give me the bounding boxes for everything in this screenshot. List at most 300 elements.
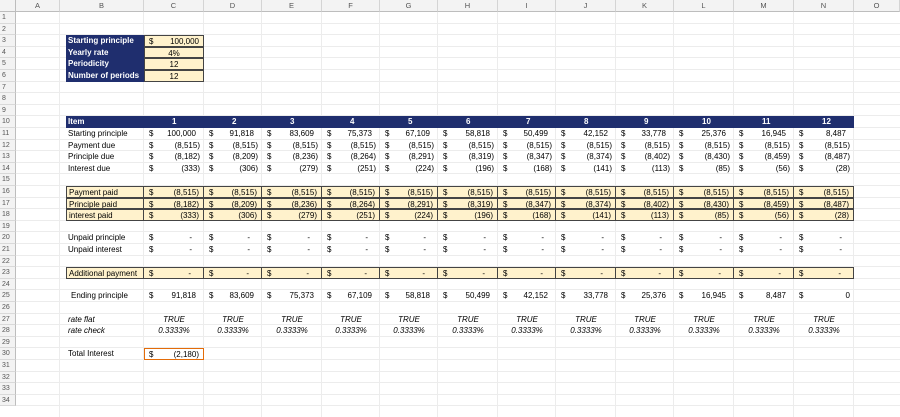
value-cell[interactable] [734,267,794,279]
row-header[interactable]: 4 [0,47,16,59]
value-cell[interactable] [438,140,498,152]
value-cell[interactable] [144,232,204,244]
check-cell[interactable]: TRUE [457,314,479,324]
currency-symbol: $ [327,291,332,301]
value-cell[interactable] [674,244,734,256]
value-cell[interactable] [380,209,438,221]
currency-symbol: $ [679,233,684,243]
value-cell[interactable] [144,267,204,279]
cell-value: (8,515) [526,140,552,150]
value-cell[interactable] [144,151,204,163]
value-cell[interactable] [674,209,734,221]
value-cell[interactable] [322,244,380,256]
value-cell[interactable] [616,209,674,221]
row-header[interactable]: 26 [0,302,16,314]
value-cell[interactable] [674,186,734,198]
currency-symbol: $ [739,233,744,243]
row-label: Starting principle [68,129,128,138]
cell-value: (8,515) [292,140,318,150]
value-cell[interactable] [204,290,262,302]
value-cell[interactable] [380,267,438,279]
value-cell[interactable] [556,186,616,198]
value-cell[interactable] [204,140,262,152]
currency-symbol: $ [149,269,154,279]
total-interest-value: (2,180) [173,350,199,360]
column-header[interactable]: O [854,0,900,12]
value-cell[interactable] [616,128,674,140]
value-cell[interactable] [616,163,674,175]
value-cell[interactable] [322,232,380,244]
input-cell[interactable]: 12 [144,70,204,82]
value-cell[interactable] [204,198,262,210]
cell-value: (306) [239,163,258,173]
value-cell[interactable] [734,151,794,163]
currency-symbol: $ [443,269,448,279]
cell-value: - [778,269,781,279]
value-cell[interactable] [674,290,734,302]
currency-symbol: $ [621,291,626,301]
value-cell[interactable] [438,186,498,198]
value-cell[interactable] [616,232,674,244]
cell-value: (8,374) [586,152,612,162]
value-cell[interactable] [616,244,674,256]
cell-value: 42,152 [523,291,548,301]
value-cell[interactable] [262,267,322,279]
value-cell[interactable] [262,163,322,175]
cell-value: (8,515) [525,188,551,197]
column-header[interactable]: F [322,0,380,12]
value-cell[interactable] [438,244,498,256]
column-header[interactable]: I [498,0,556,12]
value-cell[interactable] [322,163,380,175]
value-cell[interactable] [616,198,674,210]
column-header[interactable]: N [794,0,854,12]
row-header[interactable]: 16 [0,186,16,198]
value-cell[interactable] [674,151,734,163]
currency-symbol: $ [327,245,332,254]
check-cell[interactable]: 0.3333% [629,326,661,336]
cell-value: 25,376 [701,129,726,138]
value-cell[interactable] [794,198,854,210]
value-cell[interactable] [734,244,794,256]
value-cell[interactable] [438,290,498,302]
value-cell[interactable] [556,232,616,244]
column-header[interactable]: M [734,0,794,12]
check-label: rate flat [68,314,95,324]
value-cell[interactable] [616,290,674,302]
cell-value: (8,515) [231,188,257,197]
cell-value: 58,818 [465,129,490,138]
cell-value: - [719,245,722,254]
currency-symbol: $ [267,199,272,209]
value-cell[interactable] [556,209,616,221]
value-cell[interactable] [144,290,204,302]
currency-symbol: $ [621,152,626,162]
row-header[interactable]: 15 [0,174,16,186]
value-cell[interactable] [144,163,204,175]
value-cell[interactable] [262,209,322,221]
value-cell[interactable] [322,186,380,198]
value-cell[interactable] [262,151,322,163]
row-header[interactable]: 23 [0,267,16,279]
value-cell[interactable] [674,267,734,279]
check-cell[interactable]: 0.3333% [452,326,484,336]
value-cell[interactable] [674,198,734,210]
row-header[interactable]: 7 [0,82,16,94]
column-header[interactable]: J [556,0,616,12]
value-cell[interactable] [438,209,498,221]
cell-value: (8,515) [586,140,612,150]
row-header[interactable]: 12 [0,140,16,152]
value-cell[interactable] [262,128,322,140]
value-cell[interactable] [556,198,616,210]
currency-symbol: $ [385,152,390,162]
value-cell[interactable] [204,209,262,221]
value-cell[interactable] [498,290,556,302]
value-cell[interactable] [380,244,438,256]
currency-symbol: $ [209,163,214,173]
value-cell[interactable] [438,198,498,210]
check-cell[interactable]: TRUE [222,314,244,324]
value-cell[interactable] [144,140,204,152]
value-cell[interactable] [498,186,556,198]
cell-value: 67,109 [405,129,430,138]
cell-value: - [659,245,662,254]
value-cell[interactable] [204,244,262,256]
value-cell[interactable] [204,128,262,140]
value-cell[interactable] [204,267,262,279]
value-cell[interactable] [556,128,616,140]
cell-value: 0 [845,291,850,301]
check-cell[interactable]: 0.3333% [393,326,425,336]
row-header[interactable]: 3 [0,35,16,47]
input-cell[interactable]: 4% [144,47,204,59]
value-cell[interactable] [322,140,380,152]
currency-symbol: $ [561,269,566,279]
row-label: Unpaid interest [68,245,122,254]
cell-value: (279) [298,211,317,221]
currency-symbol: $ [443,129,448,138]
value-cell[interactable] [380,128,438,140]
value-cell[interactable] [794,140,854,152]
check-cell[interactable]: 0.3333% [511,326,543,336]
row-header[interactable]: 1 [0,12,16,24]
currency-symbol: $ [385,245,390,254]
currency-symbol: $ [739,163,744,173]
value-cell[interactable] [734,290,794,302]
currency-symbol: $ [799,233,804,243]
currency-symbol: $ [443,211,448,221]
check-cell[interactable]: 0.3333% [748,326,780,336]
value-cell[interactable] [438,128,498,140]
value-cell[interactable] [734,128,794,140]
cell-value: - [423,233,426,243]
row-header[interactable]: 5 [0,58,16,70]
row-header[interactable]: 19 [0,221,16,233]
check-cell[interactable]: 0.3333% [808,326,840,336]
period-header: 4 [322,116,380,128]
currency-symbol: $ [267,245,272,254]
currency-symbol: $ [799,129,804,138]
value-cell[interactable] [380,151,438,163]
cell-value: - [189,233,192,243]
cell-value: (333) [181,163,200,173]
currency-symbol: $ [679,199,684,209]
value-cell[interactable] [380,140,438,152]
cell-value: (56) [775,163,790,173]
row-header[interactable]: 9 [0,105,16,117]
currency-symbol: $ [621,140,626,150]
value-cell[interactable] [498,232,556,244]
value-cell[interactable] [380,198,438,210]
check-cell[interactable]: TRUE [398,314,420,324]
cell-value: (113) [650,211,669,221]
value-cell[interactable] [380,290,438,302]
check-cell[interactable]: TRUE [813,314,835,324]
value-cell[interactable] [734,163,794,175]
cell-value: (8,402) [644,152,670,162]
check-cell[interactable]: TRUE [575,314,597,324]
value-cell[interactable] [498,209,556,221]
check-cell[interactable]: TRUE [634,314,656,324]
value-cell[interactable] [794,163,854,175]
row-header[interactable]: 27 [0,314,16,326]
row-header[interactable]: 6 [0,70,16,82]
value-cell[interactable] [322,151,380,163]
value-cell[interactable] [380,232,438,244]
column-header[interactable]: E [262,0,322,12]
value-cell[interactable] [556,151,616,163]
value-cell[interactable] [204,232,262,244]
value-cell[interactable] [556,244,616,256]
check-cell[interactable]: 0.3333% [276,326,308,336]
value-cell[interactable] [498,151,556,163]
column-header[interactable]: A [16,0,60,12]
row-header[interactable]: 11 [0,128,16,140]
value-cell[interactable] [794,244,854,256]
value-cell[interactable] [674,140,734,152]
value-cell[interactable] [674,128,734,140]
input-label: Yearly rate [66,47,144,59]
row-header[interactable]: 32 [0,372,16,384]
currency-symbol: $ [679,152,684,162]
value-cell[interactable] [144,244,204,256]
row-header[interactable]: 25 [0,290,16,302]
cell-value: (251) [357,163,376,173]
value-cell[interactable] [734,140,794,152]
row-header[interactable]: 33 [0,383,16,395]
value-cell[interactable] [734,186,794,198]
currency-symbol: $ [503,233,508,243]
value-cell[interactable] [794,232,854,244]
value-cell[interactable] [380,186,438,198]
currency-symbol: $ [799,291,804,301]
currency-symbol: $ [209,129,214,138]
cell-value: (8,430) [703,199,729,209]
value-cell[interactable] [616,151,674,163]
value-cell[interactable] [498,267,556,279]
value-cell[interactable] [262,290,322,302]
value-cell[interactable] [794,267,854,279]
currency-symbol: $ [385,291,390,301]
input-cell[interactable] [144,35,204,47]
row-header[interactable]: 8 [0,93,16,105]
value-cell[interactable] [734,198,794,210]
value-cell[interactable] [322,198,380,210]
cell-value: (8,236) [292,152,318,162]
check-cell[interactable]: 0.3333% [217,326,249,336]
value-cell[interactable] [674,163,734,175]
value-cell[interactable] [262,198,322,210]
row-header[interactable]: 18 [0,209,16,221]
value-cell[interactable] [438,232,498,244]
cell-value: - [482,269,485,279]
currency-symbol: $ [739,199,744,209]
value-cell[interactable] [616,140,674,152]
value-cell[interactable] [556,163,616,175]
value-cell[interactable] [616,267,674,279]
currency-symbol: $ [503,188,508,197]
currency-symbol: $ [799,245,804,254]
value-cell[interactable] [734,209,794,221]
value-cell[interactable] [794,151,854,163]
row-header[interactable]: 22 [0,256,16,268]
value-cell[interactable] [322,267,380,279]
check-cell[interactable]: TRUE [163,314,185,324]
value-cell[interactable] [794,128,854,140]
value-cell[interactable] [144,198,204,210]
value-cell[interactable] [144,209,204,221]
column-header[interactable]: L [674,0,734,12]
row-header[interactable]: 2 [0,24,16,36]
value-cell[interactable] [498,140,556,152]
currency-symbol: $ [149,140,154,150]
row-header[interactable]: 17 [0,198,16,210]
value-cell[interactable] [262,244,322,256]
value-cell[interactable] [556,267,616,279]
cell-value: 83,609 [289,129,314,138]
value-cell[interactable] [322,290,380,302]
cell-value: 75,373 [289,291,314,301]
cell-value: 91,818 [171,291,196,301]
value-cell[interactable] [794,290,854,302]
currency-symbol: $ [621,163,626,173]
row-header[interactable]: 29 [0,337,16,349]
value-cell[interactable] [794,186,854,198]
check-cell[interactable]: TRUE [516,314,538,324]
cell-value: (8,515) [585,188,611,197]
cell-value: 75,373 [347,129,372,138]
input-cell[interactable]: 12 [144,58,204,70]
currency-symbol: $ [385,233,390,243]
cell-value: (8,347) [525,199,551,209]
select-all-corner[interactable] [0,0,16,12]
column-header[interactable]: B [60,0,144,12]
currency-symbol: $ [385,129,390,138]
row-header[interactable]: 34 [0,395,16,407]
value-cell[interactable] [322,209,380,221]
row-header[interactable]: 14 [0,163,16,175]
check-cell[interactable]: TRUE [281,314,303,324]
currency-symbol: $ [503,163,508,173]
value-cell[interactable] [204,163,262,175]
value-cell[interactable] [556,140,616,152]
value-cell[interactable] [498,128,556,140]
column-header[interactable]: G [380,0,438,12]
value-cell[interactable] [674,232,734,244]
value-cell[interactable] [204,151,262,163]
column-header[interactable]: K [616,0,674,12]
check-cell[interactable]: TRUE [753,314,775,324]
cell-value: (8,182) [174,152,200,162]
currency-symbol: $ [209,188,214,197]
check-cell[interactable]: 0.3333% [688,326,720,336]
row-header[interactable]: 30 [0,348,16,360]
row-header[interactable]: 28 [0,325,16,337]
input-label: Starting principle [66,35,144,47]
row-header[interactable]: 13 [0,151,16,163]
value-cell[interactable] [438,163,498,175]
value-cell[interactable] [380,163,438,175]
row-header[interactable]: 20 [0,232,16,244]
cell-value: (8,515) [291,188,317,197]
column-header[interactable]: C [144,0,204,12]
cell-value: - [719,233,722,243]
row-header[interactable]: 10 [0,116,16,128]
row-header[interactable]: 21 [0,244,16,256]
currency-symbol: $ [327,211,332,221]
currency-symbol: $ [679,140,684,150]
value-cell[interactable] [734,232,794,244]
column-header[interactable]: D [204,0,262,12]
currency-symbol: $ [327,233,332,243]
cell-value: - [188,269,191,279]
value-cell[interactable] [322,128,380,140]
value-cell[interactable] [498,198,556,210]
value-cell[interactable] [498,163,556,175]
value-cell[interactable] [616,186,674,198]
value-cell[interactable] [498,244,556,256]
value-cell[interactable] [556,290,616,302]
value-cell[interactable] [204,186,262,198]
total-interest-cell[interactable] [144,348,204,360]
value-cell[interactable] [144,128,204,140]
row-gridline [16,405,900,406]
period-header: 7 [498,116,556,128]
row-header[interactable]: 31 [0,360,16,372]
value-cell[interactable] [438,151,498,163]
row-header[interactable]: 24 [0,279,16,291]
value-cell[interactable] [262,186,322,198]
check-cell[interactable]: 0.3333% [158,326,190,336]
currency-symbol: $ [679,245,684,254]
check-cell[interactable]: TRUE [340,314,362,324]
cell-value: 42,152 [583,129,608,138]
value-cell[interactable] [438,267,498,279]
value-cell[interactable] [794,209,854,221]
value-cell[interactable] [262,232,322,244]
value-cell[interactable] [262,140,322,152]
currency-symbol: $ [327,188,332,197]
currency-symbol: $ [149,188,154,197]
cell-value: - [307,233,310,243]
check-cell[interactable]: 0.3333% [570,326,602,336]
check-cell[interactable]: TRUE [693,314,715,324]
currency-symbol: $ [327,152,332,162]
column-header[interactable]: H [438,0,498,12]
check-cell[interactable]: 0.3333% [335,326,367,336]
value-cell[interactable] [144,186,204,198]
